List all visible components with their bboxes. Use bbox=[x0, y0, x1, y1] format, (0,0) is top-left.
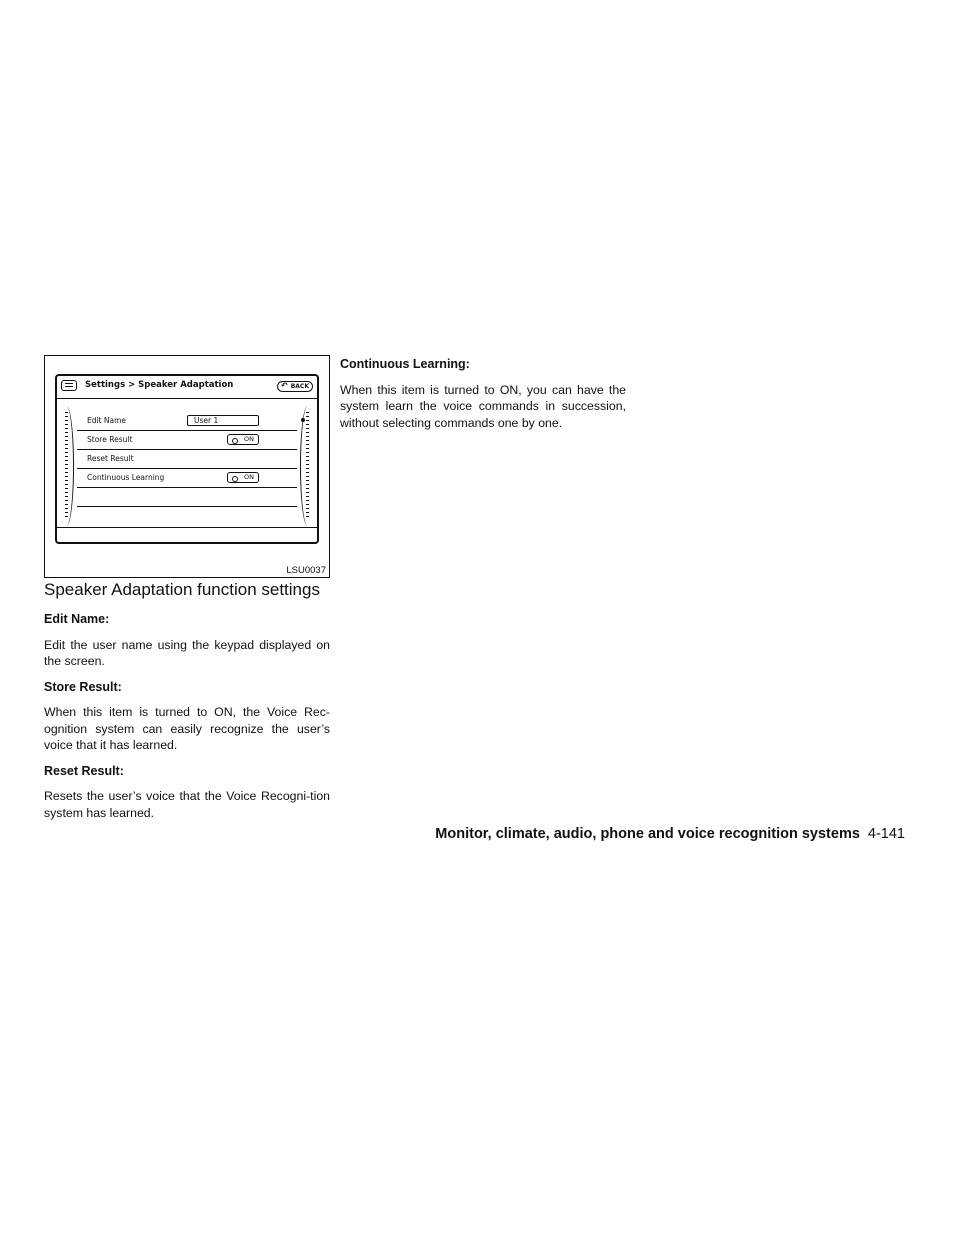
figure-code: LSU0037 bbox=[286, 565, 326, 576]
menu-icon bbox=[61, 380, 77, 391]
scroll-indicator-dot bbox=[301, 418, 305, 422]
screen-title: Settings > Speaker Adaptation bbox=[85, 380, 234, 390]
left-scale-ticks bbox=[65, 412, 68, 520]
paragraph-reset-result: Resets the user’s voice that the Voice Recogni-tion system has learned. bbox=[44, 789, 330, 820]
settings-screen-illustration bbox=[44, 355, 330, 578]
back-arrow-icon: ↶ bbox=[281, 381, 288, 390]
right-scale-ticks bbox=[306, 412, 309, 520]
heading-edit-name: Edit Name: bbox=[44, 612, 110, 626]
screen-title-bar bbox=[57, 376, 317, 399]
page-footer bbox=[0, 826, 905, 842]
row-edit-name bbox=[77, 412, 297, 431]
row-store-result bbox=[77, 431, 297, 450]
row-label: Store Result bbox=[87, 435, 133, 444]
screen-bottom-bar bbox=[57, 527, 317, 542]
heading-store-result: Store Result: bbox=[44, 679, 122, 694]
on-toggle bbox=[227, 434, 259, 445]
row-label: Edit Name bbox=[87, 416, 127, 425]
page-number: 4-141 bbox=[867, 826, 905, 842]
paragraph-edit-name: Edit the user name using the keypad displayed on the screen. bbox=[44, 637, 330, 668]
left-column bbox=[44, 611, 330, 830]
paragraph-store-result: When this item is turned to ON, the Voice Rec-ognition system can easily recognize the user’s voice that it has learned. bbox=[44, 705, 330, 752]
on-toggle bbox=[227, 472, 259, 483]
row-continuous-learning bbox=[77, 469, 297, 488]
row-label: Reset Result bbox=[87, 454, 134, 463]
indicator-icon bbox=[232, 476, 238, 482]
name-field: User 1 bbox=[187, 415, 259, 426]
row-empty bbox=[77, 488, 297, 507]
display-screen bbox=[55, 374, 319, 544]
back-label: BACK bbox=[290, 383, 309, 390]
right-column bbox=[340, 356, 626, 440]
section-title: Speaker Adaptation function settings bbox=[44, 580, 320, 599]
paragraph-continuous-learning: When this item is turned to ON, you can have the system learn the voice commands in succession, without selecting commands one by one. bbox=[340, 382, 626, 430]
heading-reset-result: Reset Result: bbox=[44, 763, 124, 778]
heading-continuous-learning: Continuous Learning: bbox=[340, 357, 470, 371]
toggle-value: ON bbox=[244, 473, 254, 481]
back-button bbox=[277, 381, 313, 392]
row-label: Continuous Learning bbox=[87, 473, 165, 482]
toggle-value: ON bbox=[244, 435, 254, 443]
row-reset-result bbox=[77, 450, 297, 469]
indicator-icon bbox=[232, 438, 238, 444]
footer-chapter-title: Monitor, climate, audio, phone and voice recognition systems bbox=[435, 826, 860, 842]
